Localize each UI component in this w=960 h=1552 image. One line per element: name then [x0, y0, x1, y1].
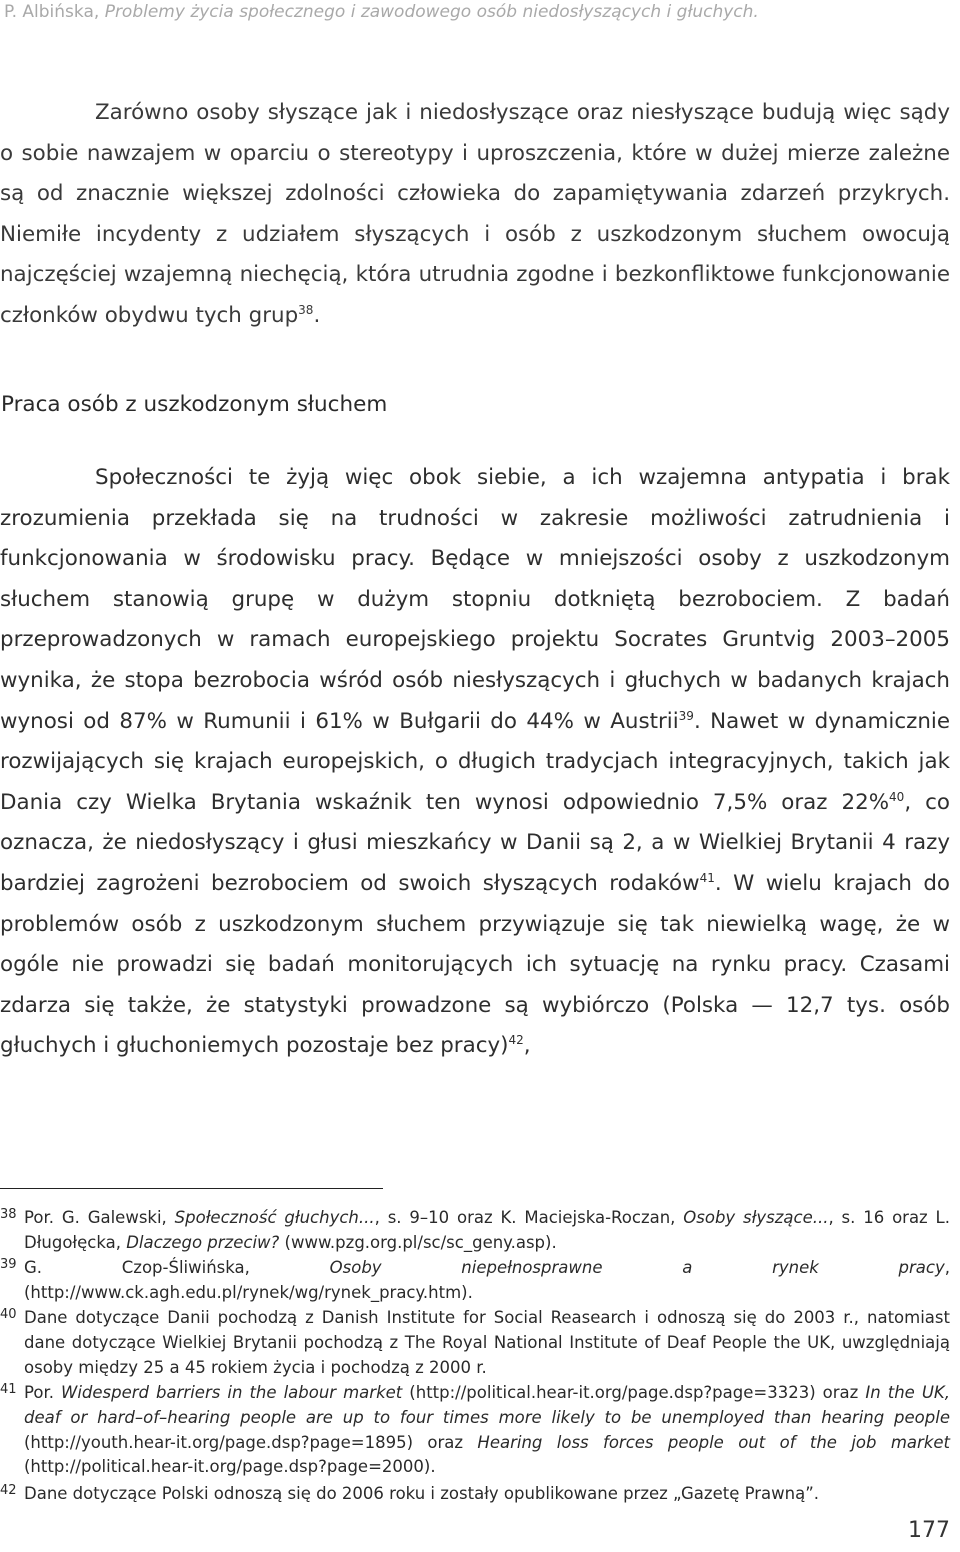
footnote-40-text: Dane dotyczące Danii pochodzą z Danish Institute for Social Reasearch i odnoszą się do 2003 r., natomiast dane dotyczące Wielkiej Brytanii pochodzą z The Royal National Institute of Deaf People the UK, uwzględniają osoby między 25 a 45 rokiem życia i pochodzą z 2000 r. — [24, 1308, 950, 1377]
footnote-41-number: 41 — [0, 1382, 17, 1397]
footnote-38-text-b: , s. 9–10 oraz K. Maciejska-Roczan, — [374, 1208, 684, 1227]
footnote-ref-42: 42 — [508, 1033, 524, 1048]
footnote-separator — [0, 1188, 383, 1189]
footnote-39-text-b: , (http://www.ck.agh.edu.pl/rynek/wg/rynek_pracy.htm). — [24, 1258, 951, 1302]
footnote-42-text: Dane dotyczące Polski odnoszą się do 2006 roku i zostały opublikowane przez „Gazetę Prawną”. — [24, 1484, 820, 1503]
footnote-ref-39: 39 — [678, 708, 694, 723]
footnote-39-text-a: G. Czop-Śliwińska, — [24, 1258, 330, 1277]
paragraph-2-part4: . W wielu krajach do problemów osób z uszkodzonym słuchem przywiązuje się tak niewielką wagę, że w ogóle nie prowadzi się badań monitorujących ich sytuację na rynku pracy. Czasami zdarza się także, że statystyki prowadzone są wybiórczo (Polska — 12,7 tys. osób głuchych i głuchoniemych pozostaje bez pracy) — [0, 870, 950, 1059]
paragraph-1 — [0, 93, 950, 337]
footnote-42-number: 42 — [0, 1483, 17, 1498]
footnote-39-italic-a: Osoby niepełnosprawne a rynek pracy — [329, 1258, 945, 1277]
footnote-41-text-c: (http://youth.hear-it.org/page.dsp?page=1895) oraz — [24, 1432, 478, 1452]
footnote-41-italic-a: Widesperd barriers in the labour market — [61, 1383, 403, 1402]
footnote-41-italic-c: Hearing loss forces people out of the job market — [477, 1432, 950, 1452]
footnote-ref-41: 41 — [699, 870, 715, 885]
footnote-41 — [0, 1381, 950, 1480]
paragraph-1-end: . — [313, 302, 321, 328]
paragraph-2-part3: , co oznacza, że niedosłyszący i głusi mieszkańcy w Danii są 2, a w Wielkiej Brytanii 4 razy bardziej zagrożeni bezrobociem od swoich słyszących rodaków — [0, 789, 950, 896]
footnote-38 — [0, 1206, 950, 1256]
footnote-ref-38: 38 — [298, 302, 314, 317]
footnote-40-number: 40 — [0, 1307, 17, 1322]
running-header — [4, 2, 759, 22]
footnote-41-text-b: (http://political.hear-it.org/page.dsp?page=3323) oraz — [402, 1383, 866, 1402]
paragraph-2-part1: Społeczności te żyją więc obok siebie, a ich wzajemna antypatia i brak zrozumienia przekłada się na trudności w zakresie możliwości zatrudnienia i funkcjonowania w środowisku pracy. Będące w mniejszości osoby z uszkodzonym słuchem stanowią grupę w dużym stopniu dotkniętą bezrobociem. Z badań przeprowadzonych w ramach europejskiego projektu Socrates Gruntvig 2003–2005 wynika, że stopa bezrobocia wśród osób niesłyszących i głuchych w badanych krajach wynosi od 87% w Rumunii i 61% w Bułgarii do 44% w Austrii — [0, 465, 950, 734]
page-number: 177 — [908, 1518, 950, 1543]
footnote-41-italic-b: In the UK, deaf or hard–of–hearing people are up to four times more likely to be unemployed than hearing people — [24, 1383, 950, 1427]
footnote-38-text-c: , s. 16 oraz L. Długołęcka, — [24, 1208, 950, 1252]
footnote-38-italic-b: Osoby słyszące... — [683, 1208, 829, 1227]
header-title: Problemy życia społecznego i zawodowego osób niedosłyszących i głuchych. — [104, 2, 759, 22]
footnote-40 — [0, 1306, 950, 1380]
footnote-42 — [0, 1482, 950, 1507]
footnote-38-number: 38 — [0, 1207, 17, 1222]
paragraph-1-text: Zarówno osoby słyszące jak i niedosłyszące oraz niesłyszące budują więc sądy o sobie nawzajem w oparciu o stereotypy i uproszczenia, które w dużej mierze zależne są od znacznie większej zdolności człowieka do zapamiętywania zdarzeń przykrych. Niemiłe incydenty z udziałem słyszących i osób z uszkodzonym słuchem owocują najczęściej wzajemną niechęcią, która utrudnia zgodne i bezkonfliktowe funkcjonowanie członków obydwu tych grup — [0, 100, 950, 328]
footnote-38-italic-c: Dlaczego przeciw? — [126, 1232, 280, 1252]
footnote-ref-40: 40 — [889, 789, 905, 804]
header-author: P. Albińska, — [4, 2, 105, 22]
paragraph-2-part5: , — [523, 1033, 531, 1059]
footnote-39-number: 39 — [0, 1257, 17, 1272]
paragraph-2 — [0, 458, 950, 1067]
paragraph-2-part2: . Nawet w dynamicznie rozwijających się krajach europejskich, o długich tradycjach integracyjnych, takich jak Dania czy Wielka Brytania wskaźnik ten wynosi odpowiednio 7,5% oraz 22% — [0, 708, 950, 815]
footnote-38-text-a: Por. G. Galewski, — [24, 1208, 175, 1227]
footnote-41-text-d: (http://political.hear-it.org/page.dsp?page=2000). — [24, 1457, 436, 1477]
footnote-38-text-d: (www.pzg.org.pl/sc/sc_geny.asp). — [279, 1232, 557, 1252]
footnote-39 — [0, 1256, 950, 1306]
section-heading: Praca osób z uszkodzonym słuchem — [1, 392, 388, 417]
footnote-41-text-a: Por. — [24, 1383, 62, 1402]
footnote-38-italic-a: Społeczność głuchych... — [174, 1208, 375, 1227]
